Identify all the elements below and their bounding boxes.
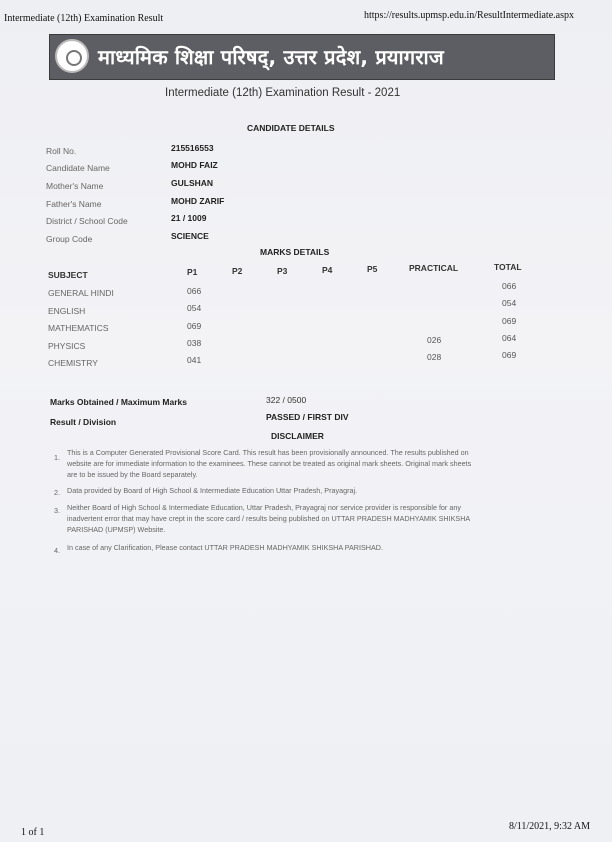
page-title: Intermediate (12th) Examination Result - 2021: [165, 87, 401, 99]
result-value: PASSED / FIRST DIV: [266, 412, 349, 422]
subject-name: MATHEMATICS: [48, 323, 109, 333]
column-header: TOTAL: [494, 262, 522, 272]
disclaimer-line: PARISHAD (UPMSP) Website.: [67, 525, 166, 534]
total-mark: 064: [502, 333, 517, 343]
total-mark: 054: [502, 298, 517, 308]
marks-details-heading: MARKS DETAILS: [260, 247, 330, 257]
board-name-hindi: माध्यमिक शिक्षा परिषद्, उत्तर प्रदेश, प्रयागराज: [98, 45, 444, 69]
roll-number: 215516553: [171, 143, 214, 153]
item-number: 4.: [54, 546, 60, 555]
subject-name: ENGLISH: [48, 306, 86, 316]
practical-mark: 028: [427, 352, 442, 362]
p1-mark: 041: [187, 355, 202, 365]
disclaimer-line: are to be issued by the Board separately.: [67, 470, 198, 479]
column-header: P1: [187, 267, 198, 277]
column-header: P4: [322, 265, 333, 275]
disclaimer-line: In case of any Clarification, Please contact UTTAR PRADESH MADHYAMIK SHIKSHA PARISHAD.: [67, 543, 383, 552]
p1-mark: 066: [187, 286, 202, 296]
total-mark: 069: [502, 316, 517, 326]
print-timestamp: 8/11/2021, 9:32 AM: [509, 821, 591, 832]
field-label: Father's Name: [46, 199, 102, 209]
field-label: Candidate Name: [46, 163, 110, 173]
board-banner: [49, 34, 555, 80]
marks-obtained-label: Marks Obtained / Maximum Marks: [50, 397, 187, 407]
disclaimer-line: inadvertent error that may have crept in the score card / results being published on UTTAR PRADESH MADHYAMIK SHIKSHA: [67, 514, 471, 523]
column-header: PRACTICAL: [409, 263, 459, 273]
item-number: 1.: [54, 453, 60, 462]
disclaimer-line: Neither Board of High School & Intermediate Education, Uttar Pradesh, Prayagraj nor service provider is responsible for any: [67, 503, 461, 512]
subject-name: GENERAL HINDI: [48, 288, 114, 298]
mother-name: GULSHAN: [171, 178, 214, 188]
marks-obtained-value: 322 / 0500: [266, 395, 307, 405]
field-label: Group Code: [46, 234, 93, 244]
column-header: P5: [367, 264, 378, 274]
page-count: 1 of 1: [21, 827, 45, 838]
field-label: District / School Code: [46, 216, 128, 226]
field-label: Roll No.: [46, 146, 77, 156]
group-code: SCIENCE: [171, 231, 209, 241]
column-header: SUBJECT: [48, 270, 88, 280]
candidate-details-heading: CANDIDATE DETAILS: [247, 123, 335, 133]
print-header-title: Intermediate (12th) Examination Result: [4, 13, 164, 24]
total-mark: 069: [502, 350, 517, 360]
p1-mark: 069: [187, 321, 202, 331]
up-board-emblem-icon: [55, 39, 89, 73]
total-mark: 066: [502, 281, 517, 291]
practical-mark: 026: [427, 335, 442, 345]
subject-name: CHEMISTRY: [48, 358, 98, 368]
column-header: P3: [277, 266, 288, 276]
result-label: Result / Division: [50, 417, 117, 427]
field-label: Mother's Name: [46, 181, 104, 191]
disclaimer-line: website are for immediate information to the examinees. These cannot be treated as original mark sheets. Original mark sheets: [67, 459, 472, 468]
candidate-name: MOHD FAIZ: [171, 160, 218, 170]
subject-name: PHYSICS: [48, 341, 86, 351]
p1-mark: 038: [187, 338, 202, 348]
column-header: P2: [232, 266, 243, 276]
item-number: 3.: [54, 506, 60, 515]
disclaimer-heading: DISCLAIMER: [271, 431, 324, 441]
item-number: 2.: [54, 488, 60, 497]
disclaimer-line: Data provided by Board of High School & Intermediate Education Uttar Pradesh, Prayagraj.: [67, 486, 358, 495]
print-header-url[interactable]: https://results.upmsp.edu.in/ResultIntermediate.aspx: [364, 10, 574, 21]
district-school-code: 21 / 1009: [171, 213, 207, 223]
father-name: MOHD ZARIF: [171, 196, 225, 206]
p1-mark: 054: [187, 303, 202, 313]
disclaimer-line: This is a Computer Generated Provisional Score Card. This result has been provisionally announced. The results published on: [67, 448, 469, 457]
